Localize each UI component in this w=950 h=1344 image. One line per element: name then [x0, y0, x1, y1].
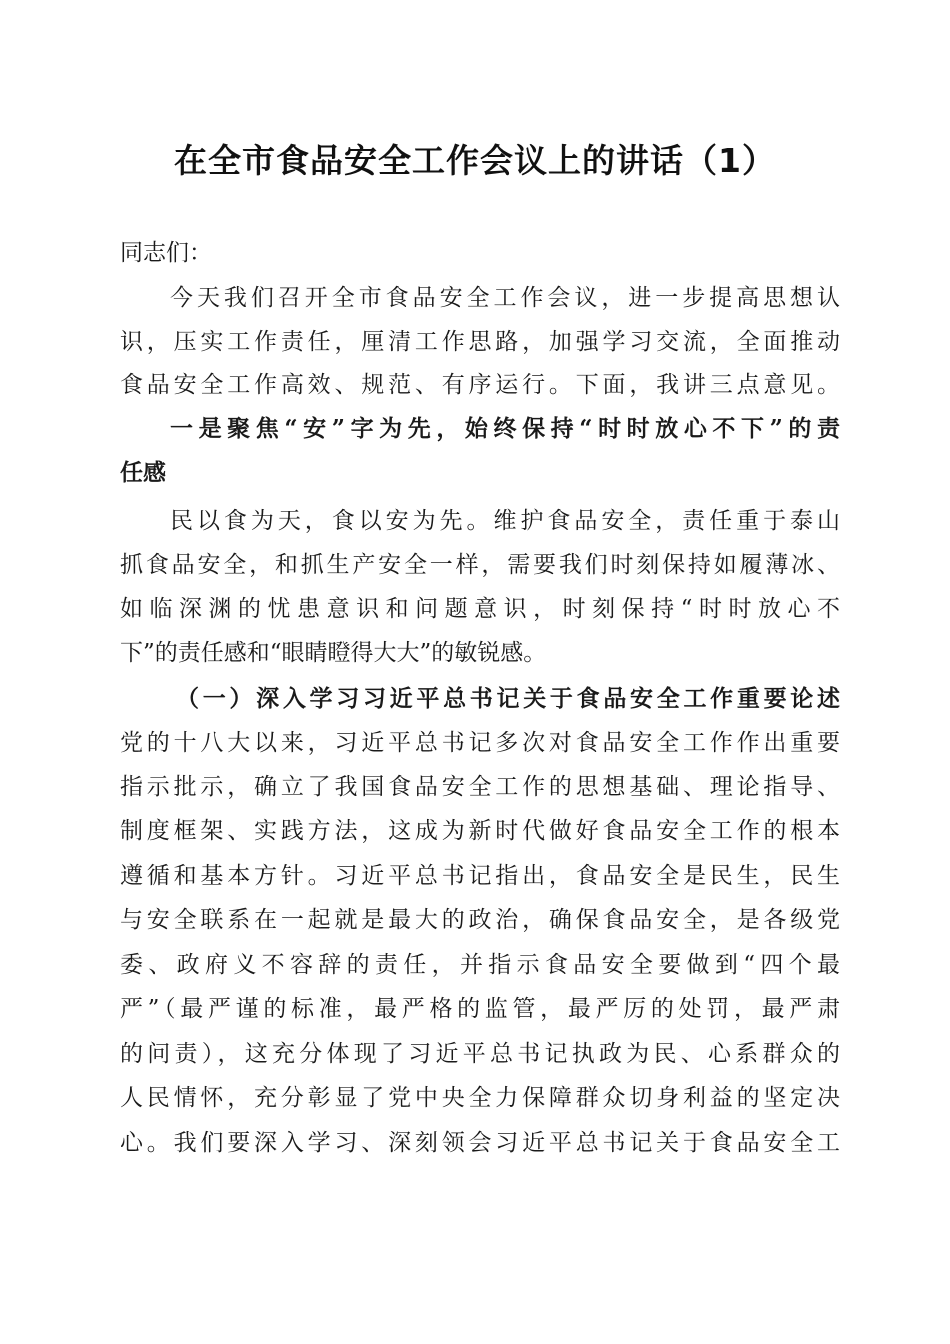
salutation-line: 同志们： [120, 240, 212, 266]
body-line: 指示批示，确立了我国食品安全工作的思想基础、理论指导、 [120, 774, 840, 800]
body-line: 与安全联系在一起就是最大的政治，确保食品安全，是各级党 [120, 907, 840, 933]
body-line: 抓食品安全，和抓生产安全一样，需要我们时刻保持如履薄冰、 [120, 552, 840, 578]
body-line: 委、政府义不容辞的责任，并指示食品安全要做到“四个最 [120, 952, 840, 978]
body-line: 人民情怀，充分彰显了党中央全力保障群众切身利益的坚定决 [120, 1085, 840, 1111]
body-line: 遵循和基本方针。习近平总书记指出，食品安全是民生，民生 [120, 863, 840, 889]
body-line: 制度框架、实践方法，这成为新时代做好食品安全工作的根本 [120, 818, 840, 844]
body-line: 如临深渊的忧患意识和问题意识，时刻保持“时时放心不 [120, 596, 840, 622]
section-heading-line: 任感 [120, 459, 166, 486]
section-heading-line: 一是聚焦“安”字为先，始终保持“时时放心不下”的责 [170, 415, 840, 442]
body-line: 食品安全工作高效、规范、有序运行。下面，我讲三点意见。 [120, 372, 840, 398]
body-line: 严”（最严谨的标准，最严格的监管，最严厉的处罚，最严肃 [120, 996, 840, 1022]
body-line: 识，压实工作责任，厘清工作思路，加强学习交流，全面推动 [120, 329, 840, 355]
document-title: 在全市食品安全工作会议上的讲话（1） [174, 141, 776, 180]
body-line: 党的十八大以来，习近平总书记多次对食品安全工作作出重要 [120, 730, 840, 756]
body-line: 今天我们召开全市食品安全工作会议，进一步提高思想认 [170, 285, 840, 311]
body-line: 民以食为天，食以安为先。维护食品安全，责任重于泰山 [170, 508, 840, 534]
body-line: 的问责），这充分体现了习近平总书记执政为民、心系群众的 [120, 1041, 840, 1067]
subsection-heading-line: （一）深入学习习近平总书记关于食品安全工作重要论述 [176, 685, 840, 712]
body-line: 下”的责任感和“眼睛瞪得大大”的敏锐感。 [120, 640, 547, 666]
body-line: 心。我们要深入学习、深刻领会习近平总书记关于食品安全工 [120, 1130, 840, 1156]
